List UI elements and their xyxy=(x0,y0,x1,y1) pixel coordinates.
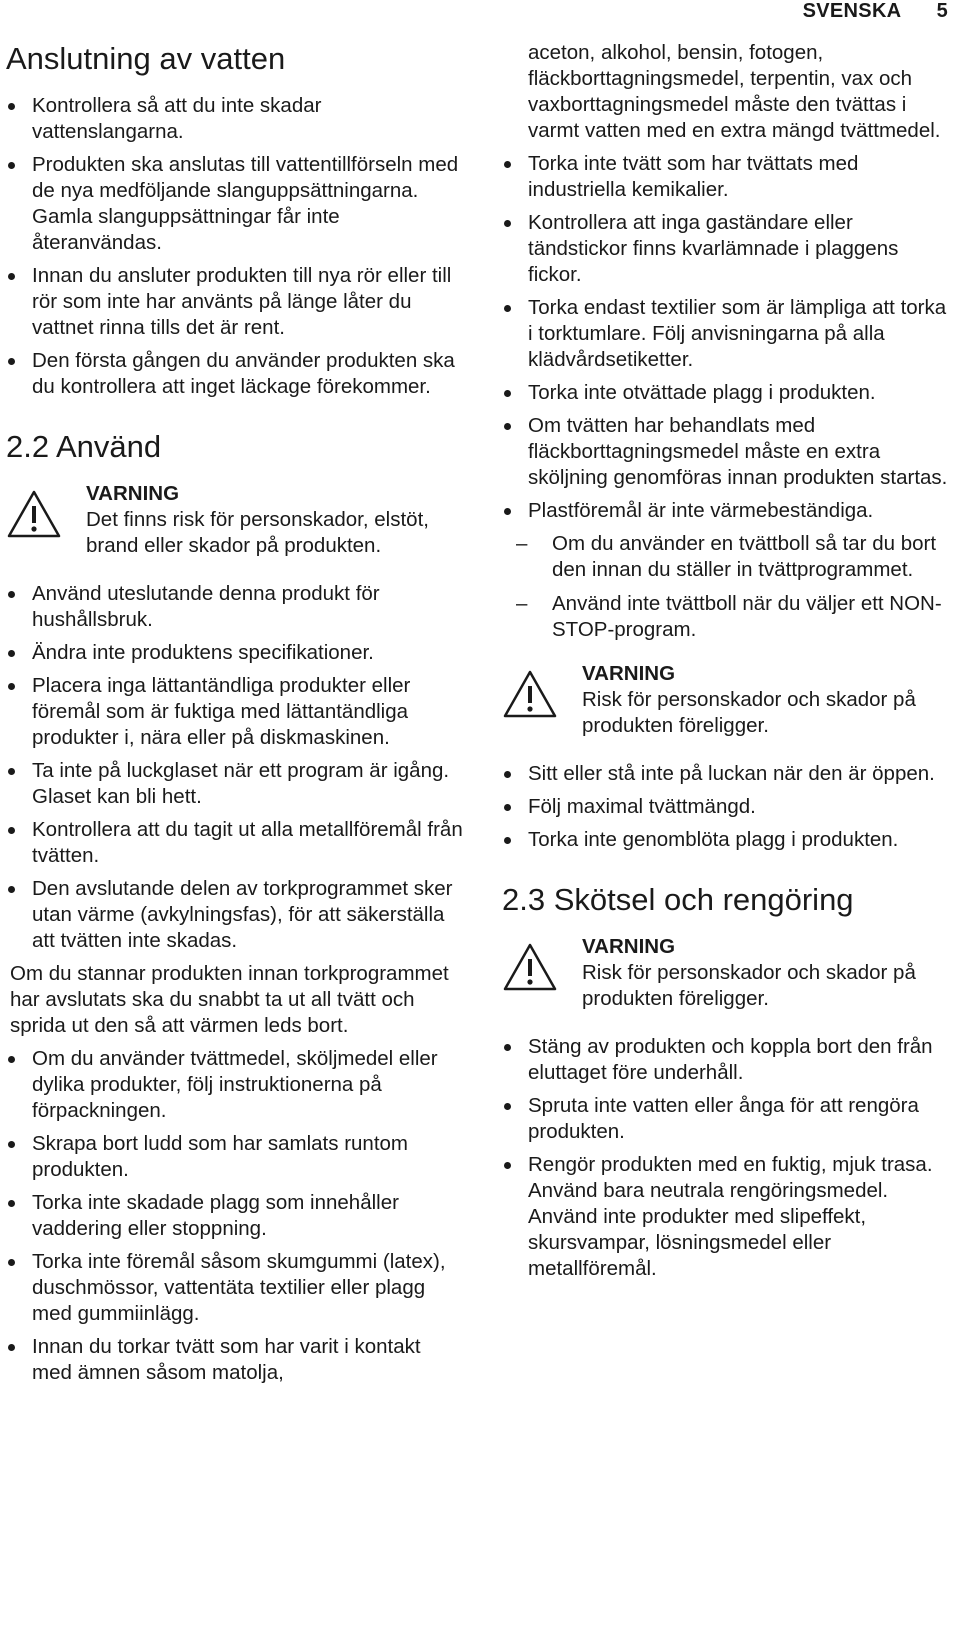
warning-title: VARNING xyxy=(582,935,676,959)
warning-title: VARNING xyxy=(582,662,676,685)
list-item: Följ maximal tvättmängd. xyxy=(502,794,954,820)
list-item: Plastföremål är inte värmebeständiga. xyxy=(502,498,954,524)
water-list xyxy=(6,93,466,400)
list-item: Innan du torkar tvätt som har varit i kontakt med ämnen såsom matolja, xyxy=(6,1334,466,1386)
left-column xyxy=(6,30,466,1393)
warning-box xyxy=(502,934,954,1012)
list-item-paragraph: Om du stannar produkten innan torkprogrammet har avslutats ska du snabbt ta ut all tvätt och sprida ut den så att värmen leds bort. xyxy=(10,962,449,1038)
warning-triangle-icon xyxy=(6,489,62,539)
list-item: Torka inte tvätt som har tvättats med industriella kemikalier. xyxy=(502,151,954,203)
section-title-care: 2.3 Skötsel och rengöring xyxy=(502,882,854,917)
list-item: Torka inte otvättade plagg i produkten. xyxy=(502,380,954,406)
list-item: Stäng av produkten och koppla bort den från eluttaget före underhåll. xyxy=(502,1034,954,1086)
list-item: Använd uteslutande denna produkt för hushållsbruk. xyxy=(6,581,466,633)
care-list xyxy=(502,1034,954,1282)
warning-triangle-icon xyxy=(502,669,558,719)
warning-text: Det finns risk för personskador, elstöt, brand eller skador på produkten. xyxy=(86,508,429,558)
warning-box xyxy=(6,481,466,559)
list-item: Den första gången du använder produkten ska du kontrollera att inget läckage förekommer. xyxy=(6,348,466,400)
list-item: Den avslutande delen av torkprogrammet sker utan värme (avkylningsfas), för att säkerställa att tvätten inte skadas. xyxy=(6,876,466,954)
list-item: Skrapa bort ludd som har samlats runtom produkten. xyxy=(6,1131,466,1183)
warning-box xyxy=(502,661,954,739)
list-item: Placera inga lättantändliga produkter eller föremål som är fuktiga med lättantändliga produkter i, nära eller på diskmaskinen. xyxy=(6,673,466,751)
list-item: Produkten ska anslutas till vattentillförseln med de nya medföljande slanguppsättningarna. Gamla slanguppsättningar får inte återanvändas. xyxy=(6,152,466,256)
list-item: Ändra inte produktens specifikationer. xyxy=(6,640,466,666)
section-title-use: 2.2 Använd xyxy=(6,429,162,465)
section-title-water: Anslutning av vatten xyxy=(6,41,286,76)
list-item: Torka inte skadade plagg som innehåller vaddering eller stoppning. xyxy=(6,1190,466,1242)
list-item: Torka endast textilier som är lämpliga att torka i torktumlare. Följ anvisningarna på alla klädvårdsetiketter. xyxy=(502,295,954,373)
list-item: Kontrollera så att du inte skadar vattenslangarna. xyxy=(6,93,466,145)
list-item: Innan du ansluter produkten till nya rör eller till rör som inte har använts på länge låter du vattnet rinna tills det är rent. xyxy=(6,263,466,341)
use-list-continued xyxy=(502,40,954,524)
header-language: SVENSKA xyxy=(802,0,901,22)
list-item: Spruta inte vatten eller ånga för att rengöra produkten. xyxy=(502,1093,954,1145)
list-item: Ta inte på luckglaset när ett program är igång. Glaset kan bli hett. xyxy=(6,758,466,810)
warning-triangle-icon xyxy=(502,942,558,992)
warning-text: Risk för personskador och skador på produkten föreligger. xyxy=(582,961,916,1011)
right-column xyxy=(502,40,954,1289)
use-list xyxy=(6,581,466,1386)
list-item: Om tvätten har behandlats med fläckborttagningsmedel måste en extra sköljning genomföras innan produkten startas. xyxy=(502,413,954,491)
sub-list-item: – Om du använder en tvättboll så tar du bort den innan du ställer in tvättprogrammet. xyxy=(502,531,954,583)
warning-title: VARNING xyxy=(86,482,180,506)
list-item-continued: aceton, alkohol, bensin, fotogen, fläckborttagningsmedel, terpentin, vax och vaxborttagningsmedel måste den tvättas i varmt vatten med en extra mängd tvättmedel. xyxy=(528,41,941,142)
sub-list-item: – Använd inte tvättboll när du väljer ett NON-STOP-program. xyxy=(502,591,954,643)
list-item: Rengör produkten med en fuktig, mjuk trasa. Använd bara neutrala rengöringsmedel. Använd inte produkter med slipeffekt, skursvampar, lösningsmedel eller metallföremål. xyxy=(502,1152,954,1282)
list-item: Sitt eller stå inte på luckan när den är öppen. xyxy=(502,761,954,787)
list-item: Om du använder tvättmedel, sköljmedel eller dylika produkter, följ instruktionerna på förpackningen. xyxy=(6,1046,466,1124)
list-item: Torka inte föremål såsom skumgummi (latex), duschmössor, vattentäta textilier eller plagg med gummiinlägg. xyxy=(6,1249,466,1327)
warning-text: Risk för personskador och skador på produkten föreligger. xyxy=(582,688,916,737)
page-header xyxy=(803,0,948,26)
page-number: 5 xyxy=(936,0,948,22)
list-item: Kontrollera att du tagit ut alla metallföremål från tvätten. xyxy=(6,817,466,869)
use-list-after xyxy=(502,761,954,853)
list-item: Torka inte genomblöta plagg i produkten. xyxy=(502,827,954,853)
sub-list xyxy=(502,531,954,643)
list-item: Kontrollera att inga gaständare eller tändstickor finns kvarlämnade i plaggens fickor. xyxy=(502,210,954,288)
